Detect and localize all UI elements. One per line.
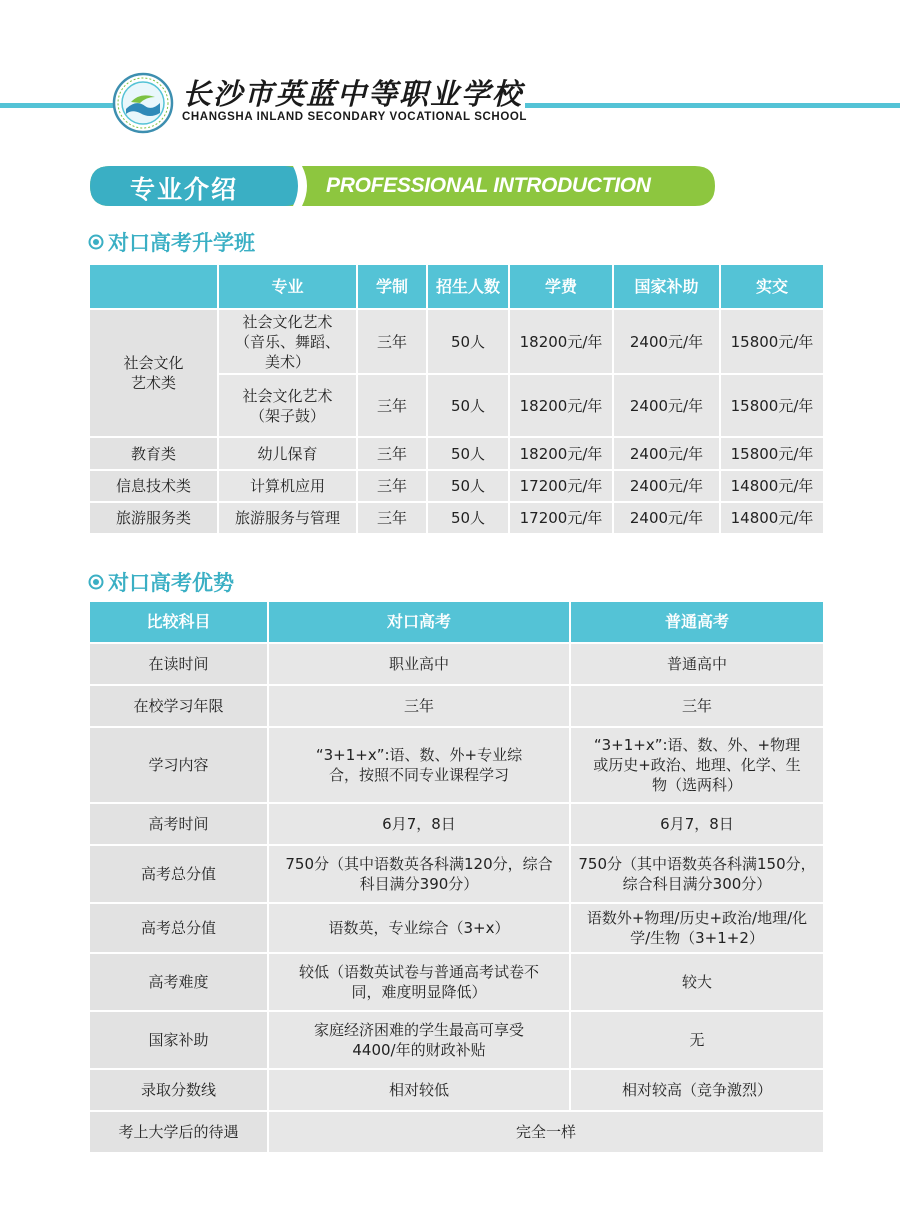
duikou-cell: 语数英，专业综合（3+x） (269, 904, 571, 954)
header-cell: 学制 (358, 265, 428, 310)
section1-heading (88, 227, 255, 257)
major-cell: 社会文化艺术（架子鼓） (219, 375, 358, 438)
table-row (90, 1070, 825, 1112)
subject-cell: 高考总分值 (90, 846, 269, 904)
subject-cell: 学习内容 (90, 728, 269, 804)
section1-heading-text: 对口高考升学班 (108, 231, 255, 255)
school-logo (112, 72, 174, 134)
shared-value-cell: 完全一样 (269, 1112, 825, 1154)
years-cell: 三年 (358, 438, 428, 471)
subject-cell: 高考时间 (90, 804, 269, 846)
subject-cell: 高考难度 (90, 954, 269, 1012)
header-cell: 比较科目 (90, 602, 269, 644)
putong-cell: “3+1+x”:语、数、外、+物理或历史+政治、地理、化学、生物（选两科） (571, 728, 825, 804)
putong-cell: 无 (571, 1012, 825, 1070)
subject-cell: 考上大学后的待遇 (90, 1112, 269, 1154)
header-cell: 实交 (721, 265, 825, 310)
putong-cell: 6月7，8日 (571, 804, 825, 846)
header-cell: 专业 (219, 265, 358, 310)
major-cell: 计算机应用 (219, 471, 358, 503)
table-row (90, 438, 825, 471)
count-cell: 50人 (428, 438, 510, 471)
duikou-cell: 三年 (269, 686, 571, 728)
subsidy-cell: 2400元/年 (614, 503, 721, 535)
major-cell: 幼儿保育 (219, 438, 358, 471)
header-cell: 招生人数 (428, 265, 510, 310)
header-cell: 普通高考 (571, 602, 825, 644)
section2-heading-text: 对口高考优势 (108, 571, 234, 595)
banner-title-en: PROFESSIONAL INTRODUCTION (326, 174, 651, 197)
major-cell: 社会文化艺术（音乐、舞蹈、美术） (219, 310, 358, 375)
subject-cell: 在校学习年限 (90, 686, 269, 728)
putong-cell: 普通高中 (571, 644, 825, 686)
subject-cell: 录取分数线 (90, 1070, 269, 1112)
fee-cell: 18200元/年 (510, 438, 614, 471)
header-cell: 国家补助 (614, 265, 721, 310)
subject-cell: 在读时间 (90, 644, 269, 686)
duikou-cell: 750分（其中语数英各科满120分，综合科目满分390分） (269, 846, 571, 904)
table-row (90, 728, 825, 804)
header-rule-left (0, 103, 115, 108)
header-cell: 对口高考 (269, 602, 571, 644)
table-row (90, 310, 825, 375)
section-banner (90, 166, 715, 206)
fee-cell: 17200元/年 (510, 471, 614, 503)
pay-cell: 15800元/年 (721, 438, 825, 471)
years-cell: 三年 (358, 375, 428, 438)
duikou-cell: 6月7，8日 (269, 804, 571, 846)
comparison-table (90, 602, 825, 1154)
putong-cell: 语数外+物理/历史+政治/地理/化学/生物（3+1+2） (571, 904, 825, 954)
table-row (90, 846, 825, 904)
table-row (90, 904, 825, 954)
table-row (90, 1012, 825, 1070)
count-cell: 50人 (428, 375, 510, 438)
fee-cell: 18200元/年 (510, 310, 614, 375)
header-cell: 学费 (510, 265, 614, 310)
putong-cell: 相对较高（竞争激烈） (571, 1070, 825, 1112)
program-table-header (90, 265, 825, 310)
table-row (90, 954, 825, 1012)
years-cell: 三年 (358, 471, 428, 503)
subject-cell: 国家补助 (90, 1012, 269, 1070)
ring-bullet-icon (88, 234, 104, 250)
major-cell: 旅游服务与管理 (219, 503, 358, 535)
category-cell: 旅游服务类 (90, 503, 219, 535)
program-table (90, 265, 825, 535)
duikou-cell: 职业高中 (269, 644, 571, 686)
table-row (90, 804, 825, 846)
pay-cell: 15800元/年 (721, 375, 825, 438)
subsidy-cell: 2400元/年 (614, 471, 721, 503)
count-cell: 50人 (428, 471, 510, 503)
years-cell: 三年 (358, 310, 428, 375)
pay-cell: 14800元/年 (721, 471, 825, 503)
duikou-cell: 家庭经济困难的学生最高可享受4400/年的财政补贴 (269, 1012, 571, 1070)
header-cell (90, 265, 219, 310)
school-name-cn: 长沙市英蓝中等职业学校 (182, 77, 524, 111)
header-rule-right (525, 103, 900, 108)
category-cell: 信息技术类 (90, 471, 219, 503)
duikou-cell: 较低（语数英试卷与普通高考试卷不同，难度明显降低） (269, 954, 571, 1012)
subsidy-cell: 2400元/年 (614, 375, 721, 438)
putong-cell: 较大 (571, 954, 825, 1012)
table-row (90, 686, 825, 728)
duikou-cell: “3+1+x”:语、数、外+专业综合，按照不同专业课程学习 (269, 728, 571, 804)
category-cell: 社会文化艺术类 (90, 310, 219, 438)
table-row (90, 644, 825, 686)
table-row (90, 503, 825, 535)
section2-heading (88, 567, 234, 597)
ring-bullet-icon (88, 574, 104, 590)
duikou-cell: 相对较低 (269, 1070, 571, 1112)
pay-cell: 14800元/年 (721, 503, 825, 535)
fee-cell: 17200元/年 (510, 503, 614, 535)
category-cell: 教育类 (90, 438, 219, 471)
subsidy-cell: 2400元/年 (614, 438, 721, 471)
fee-cell: 18200元/年 (510, 375, 614, 438)
count-cell: 50人 (428, 310, 510, 375)
count-cell: 50人 (428, 503, 510, 535)
banner-title-cn: 专业介绍 (130, 175, 239, 204)
putong-cell: 三年 (571, 686, 825, 728)
subsidy-cell: 2400元/年 (614, 310, 721, 375)
comparison-table-header (90, 602, 825, 644)
putong-cell: 750分（其中语数英各科满150分，综合科目满分300分） (571, 846, 825, 904)
pay-cell: 15800元/年 (721, 310, 825, 375)
table-row (90, 1112, 825, 1154)
years-cell: 三年 (358, 503, 428, 535)
school-name-en: CHANGSHA INLAND SECONDARY VOCATIONAL SCHOOL (182, 111, 528, 123)
table-row (90, 471, 825, 503)
subject-cell: 高考总分值 (90, 904, 269, 954)
